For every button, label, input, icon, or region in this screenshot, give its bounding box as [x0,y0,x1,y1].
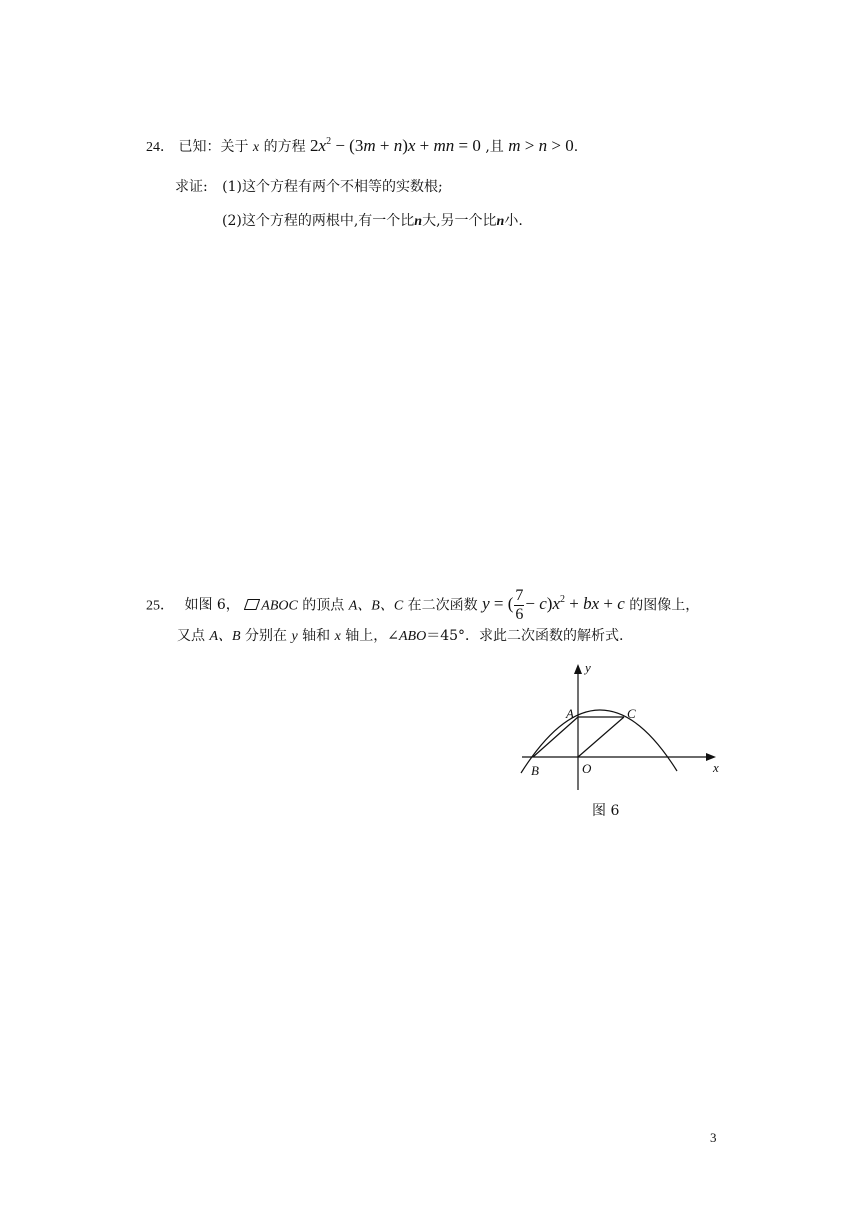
figure-6 [516,656,728,800]
q24-prove-line [175,177,443,197]
y-axis-arrow-icon [574,664,582,674]
figure-caption: 图 6 [592,803,620,819]
q25-pts: A、B、C [348,598,404,614]
q25-line2-c: 轴和 [302,628,331,644]
label-a: A [566,706,574,721]
label-b: B [531,763,539,778]
q24-part2-n2: n [496,214,505,229]
q24-part2-line [222,211,523,232]
segment-ab [533,717,578,757]
q25-para-name: ABOC [261,598,298,614]
q25-line2-y: y [291,629,298,644]
q25-line2-pts: A、B [209,629,241,644]
q25-line1 [146,587,699,624]
q24-number: 24． [146,140,174,155]
q24-var-x: x [252,140,260,155]
segment-co [578,717,624,757]
parallelogram-icon [244,599,260,610]
q25-line2 [177,626,623,647]
q25-frac-den: 6 [515,606,524,623]
q25-fraction [514,587,524,624]
q25-lead: 如图 6， [184,597,240,614]
q25-line2-a: 又点 [177,628,205,644]
q24-part2-c: 小. [504,213,523,229]
q25-line2-b: 分别在 [245,628,288,644]
figure-6-svg [516,656,728,796]
q24-end: . [573,139,579,155]
q24-part2-a: (2)这个方程的两根中,有一个比 [222,213,415,229]
parabola-curve [521,710,677,773]
q24-condition: m > n > 0 [508,136,574,155]
q24-part2-b: 大,另一个比 [422,213,497,229]
q24-part2-n1: n [414,214,423,229]
page-number: 3 [710,1130,717,1145]
label-o: O [582,761,592,776]
q24-line1 [146,136,578,158]
label-x: x [713,760,719,775]
q25-t2: 在二次函数 [407,597,478,614]
label-y: y [585,660,591,675]
q24-part1: (1)这个方程有两个不相等的实数根; [222,179,443,195]
q25-t1: 的顶点 [302,597,345,614]
label-c: C [627,706,636,721]
q24-prove-label: 求证: [175,179,208,195]
q25-line2-e: ＝45°．求此二次函数的解析式. [426,628,624,644]
q25-number: 25． [146,598,174,614]
q25-line2-x: x [334,629,341,644]
q25-line2-d: 轴上，∠ [345,628,399,644]
q24-tail: ,且 [485,139,504,155]
q24-mid: 的方程 [263,139,306,155]
q25-angle: ABO [399,629,427,644]
q24-lead: 已知：关于 [178,139,249,155]
q25-function: y = ( $\frac{7}{6}$ − $c)x^2$ + bx + c [482,587,625,623]
q25-frac-num: 7 [515,587,524,604]
q25-t3: 的图像上， [629,597,700,614]
q24-equation: $2x^2 - (3m + n)x$ + mn = 0 [310,136,481,155]
